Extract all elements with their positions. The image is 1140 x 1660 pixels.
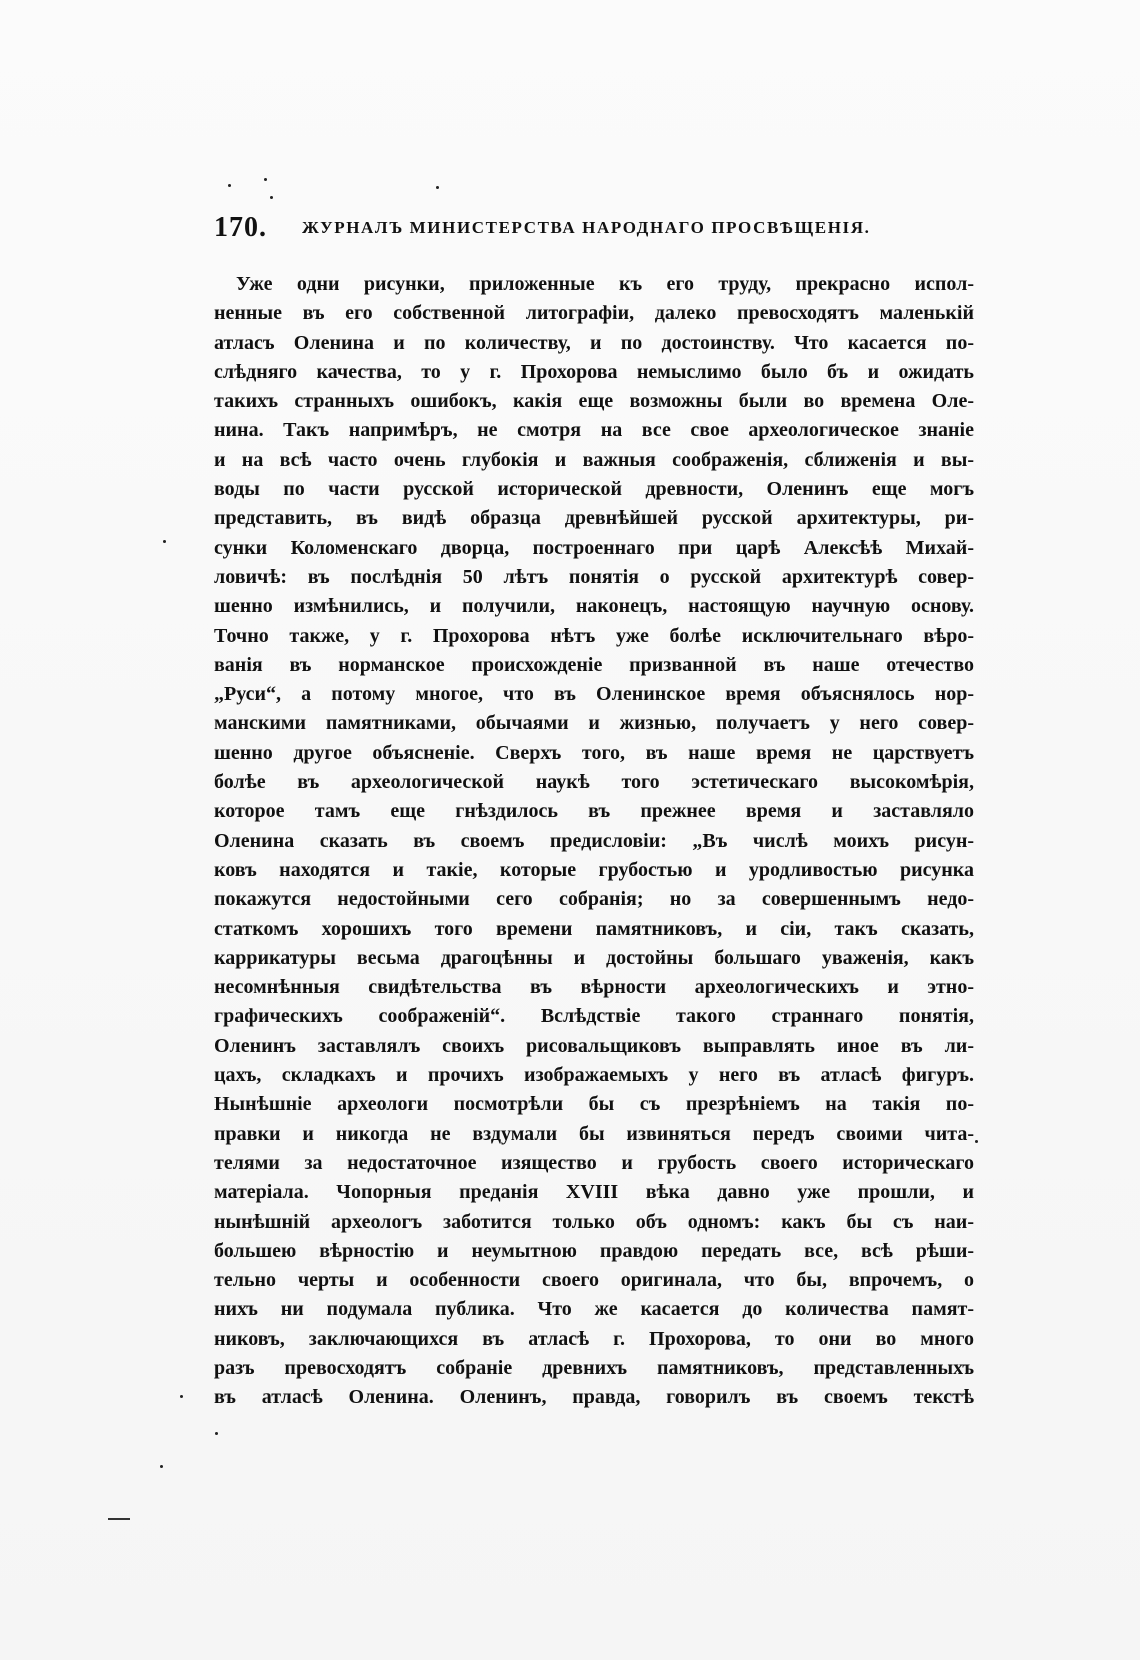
text-line: сунки Коломенскаго дворца, построеннаго при царѣ Алексѣѣ Михай-	[214, 536, 974, 559]
text-line: шенно другое объясненіе. Сверхъ того, въ наше время не царствуетъ	[214, 741, 974, 764]
scan-mark	[108, 1518, 130, 1520]
text-line: шенно измѣнились, и получили, наконецъ, настоящую научную основу.	[214, 595, 974, 618]
text-line: статкомъ хорошихъ того времени памятниковъ, и сіи, такъ сказать,	[214, 917, 974, 940]
page-number: 170.	[214, 212, 267, 243]
text-line: ненные въ его собственной литографіи, далеко превосходятъ маленькій	[214, 302, 974, 325]
text-line: матеріала. Чопорныя преданія XVIII вѣка давно уже прошли, и	[214, 1181, 974, 1204]
text-line: слѣдняго качества, то у г. Прохорова немыслимо было бъ и ожидать	[214, 360, 974, 383]
scan-speck	[436, 186, 439, 189]
text-line: несомнѣнныя свидѣтельства въ вѣрности археологическихъ и этно-	[214, 976, 974, 999]
text-line: Нынѣшніе археологи посмотрѣли бы съ презрѣніемъ на такія по-	[214, 1093, 974, 1116]
scan-speck	[270, 196, 273, 199]
text-line: правки и никогда не вздумали бы извиняться передъ своими чита-	[214, 1122, 974, 1145]
text-line: Оленина сказать въ своемъ предисловіи: „Въ числѣ моихъ рисун-	[214, 829, 974, 852]
scan-speck	[264, 178, 267, 181]
text-line: никовъ, заключающихся въ атласѣ г. Прохорова, то они во много	[214, 1327, 974, 1350]
text-line: ловичѣ: въ послѣднія 50 лѣтъ понятія о русской архитектурѣ совер-	[214, 565, 974, 588]
text-line: цахъ, складкахъ и прочихъ изображаемыхъ у него въ атласѣ фигуръ.	[214, 1064, 974, 1087]
text-line: графическихъ соображеній“. Вслѣдствіе такого страннаго понятія,	[214, 1005, 974, 1028]
text-line: тельно черты и особенности своего оригинала, что бы, впрочемъ, о	[214, 1269, 974, 1292]
text-line: Точно также, у г. Прохорова нѣтъ уже болѣе исключительнаго вѣро-	[214, 624, 974, 647]
text-line: ковъ находятся и такіе, которые грубостью и уродливостью рисунка	[214, 858, 974, 881]
text-line: представить, въ видѣ образца древнѣйшей русской архитектуры, ри-	[214, 507, 974, 530]
text-line: каррикатуры весьма драгоцѣнны и достойны большаго уваженія, какъ	[214, 946, 974, 969]
journal-title: ЖУРНАЛЪ МИНИСТЕРСТВА НАРОДНАГО ПРОСВѢЩЕНІЯ.	[302, 218, 871, 237]
text-line: которое тамъ еще гнѣздилось въ прежнее время и заставляло	[214, 800, 974, 823]
text-line: большею вѣрностію и неумытною правдою передать все, всѣ рѣши-	[214, 1239, 974, 1262]
text-line: нина. Такъ напримѣръ, не смотря на все свое археологическое знаніе	[214, 419, 974, 442]
scan-speck	[160, 1465, 163, 1468]
text-line: покажутся недостойными сего собранія; но за совершеннымъ недо-	[214, 888, 974, 911]
text-line: такихъ странныхъ ошибокъ, какія еще возможны были во времена Оле-	[214, 390, 974, 413]
text-line: и на всѣ часто очень глубокія и важныя соображенія, сближенія и вы-	[214, 448, 974, 471]
text-line: ванія въ норманское происхожденіе призванной въ наше отечество	[214, 653, 974, 676]
text-line: Уже одни рисунки, приложенные къ его труду, прекрасно испол-	[236, 273, 974, 295]
text-line: въ атласѣ Оленина. Оленинъ, правда, говорилъ въ своемъ текстѣ	[214, 1386, 974, 1409]
body-paragraph	[214, 270, 974, 1413]
text-line: разъ превосходятъ собраніе древнихъ памятниковъ, представленныхъ	[214, 1356, 974, 1379]
text-line: манскими памятниками, обычаями и жизнью, получаетъ у него совер-	[214, 712, 974, 735]
text-line: нихъ ни подумала публика. Что же касается до количества памят-	[214, 1298, 974, 1321]
scan-speck	[975, 1140, 978, 1143]
text-line: Оленинъ заставлялъ своихъ рисовальщиковъ выправлять иное въ ли-	[214, 1034, 974, 1057]
scan-speck	[228, 184, 231, 187]
text-line: атласъ Оленина и по количеству, и по достоинству. Что касается по-	[214, 331, 974, 354]
scan-speck	[163, 540, 166, 543]
text-line: воды по части русской исторической древности, Оленинъ еще могъ	[214, 478, 974, 501]
scan-speck	[180, 1395, 183, 1398]
text-line: нынѣшній археологъ заботится только объ одномъ: какъ бы съ наи-	[214, 1210, 974, 1233]
text-line: телями за недостаточное изящество и грубость своего историческаго	[214, 1151, 974, 1174]
scan-speck	[215, 1432, 218, 1435]
text-line: болѣе въ археологической наукѣ того эстетическаго высокомѣрія,	[214, 771, 974, 794]
text-line: „Руси“, а потому многое, что въ Оленинское время объяснялось нор-	[214, 683, 974, 706]
